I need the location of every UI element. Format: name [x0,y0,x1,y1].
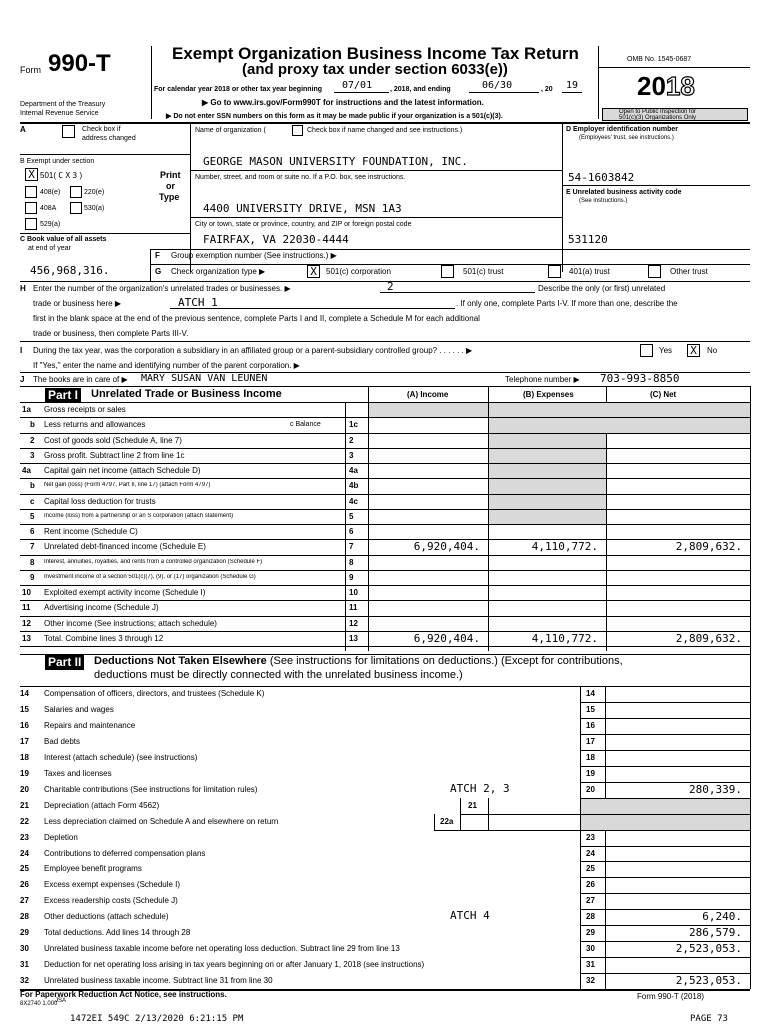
408a-checkbox[interactable] [25,202,37,214]
line-text: Contributions to deferred compensation plans [44,848,206,858]
line-ref: 17 [586,736,595,746]
line-ref: 25 [586,864,595,874]
line-text: Deduction for net operating loss arising in tax years beginning on or after January 1, 2018 (see instructions) [44,960,425,970]
open-inspection-2: 501(c)(3) Organizations Only [619,115,697,121]
line-number: 28 [20,912,29,922]
line-text: Gross receipts or sales [44,406,126,414]
line-text: Employee benefit programs [44,864,142,874]
org-name: GEORGE MASON UNIVERSITY FOUNDATION, INC. [203,155,468,168]
line-text: Bad debts [44,736,81,746]
line-text: Less returns and allowances [44,421,146,430]
line-amount: 280,339. [689,782,742,796]
line-text: Excess readership costs (Schedule J) [44,896,178,906]
line-ref: 20 [586,784,595,794]
529a-checkbox[interactable] [25,218,37,230]
line-ref: 4c [349,496,358,506]
line-ref: 13 [349,633,358,643]
city-state-zip: FAIRFAX, VA 22030-4444 [203,233,349,246]
books-name: MARY SUSAN VAN LEUNEN [141,373,268,384]
line-text: Excess exempt expenses (Schedule I) [44,880,181,890]
page-number: PAGE 73 [690,1014,728,1024]
line-number: 7 [30,542,35,552]
line-text: Repairs and maintenance [44,720,136,730]
irs: Internal Revenue Service [20,110,99,117]
line-text: Taxes and licenses [44,768,112,778]
line-number: 31 [20,960,29,970]
org-name-label: Name of organization ( [195,127,266,134]
line-ref: 9 [349,572,354,582]
line-text: Interest, annuities, royalties, and rents from a controlled organization (Schedule F) [44,558,263,565]
line-ref: 16 [586,720,595,730]
line-ref: 28 [586,912,595,922]
line-ref: 11 [349,603,358,613]
line-number: 10 [22,588,31,597]
line-ref: 29 [586,928,595,938]
check-org-type: Check organization type ▶ [171,267,266,276]
form-number: 990-T [48,50,111,77]
line-text: Less depreciation claimed on Schedule A and elsewhere on return [44,816,279,826]
line-text: Depletion [44,832,78,842]
col-b-header: (B) Expenses [523,390,574,399]
part1-title: Unrelated Trade or Business Income [91,388,282,400]
books-care-of: The books are in care of ▶ [33,375,128,384]
col-a-header: (A) Income [407,390,449,399]
line-number: 3 [30,450,35,460]
phone-label: Telephone number ▶ [505,375,580,384]
line-a-value: 6,920,404. [413,631,480,645]
line-ref: 15 [586,704,595,714]
form-word: Form [20,65,41,75]
col-c-header: (C) Net [650,390,677,399]
inner-ref: 22a [440,816,454,826]
line-ref: 12 [349,618,358,628]
attachment-ref: ATCH 2, 3 [450,781,510,795]
line-text: Capital gain net income (attach Schedule D) [44,467,201,475]
line-number: 23 [20,832,29,842]
h-text: Enter the number of the organization's unrelated trades or businesses. ▶ [33,284,291,293]
end-year[interactable]: 19 [566,80,579,91]
line-ref: 31 [586,960,595,970]
line-amount: 2,523,053. [675,974,742,988]
dept-treasury: Department of the Treasury [20,101,106,108]
line-ref: 24 [586,848,595,858]
line-ref: 1c [349,420,358,430]
line-text: Depreciation (attach Form 4562) [44,800,160,810]
part2-title-2: deductions must be directly connected with the unrelated business income.) [94,669,463,681]
line-text: Total deductions. Add lines 14 through 28 [44,928,191,938]
part2-title: Deductions Not Taken Elsewhere (See instructions for limitations on deductions.) (Except for contributions, [94,655,623,667]
h-text2: trade or business here ▶ [33,299,121,308]
line-ref: 27 [586,896,595,906]
220e-checkbox[interactable] [70,186,82,198]
calendar-year-label: For calendar year 2018 or other tax year beginning [154,86,323,93]
line-ref: 26 [586,880,595,890]
line-ref: 2 [349,435,354,445]
line-text: Other income (See instructions; attach schedule) [44,619,217,628]
line-text: Advertising income (Schedule J) [44,604,159,613]
line-amount: 6,240. [702,910,742,924]
line-text: Salaries and wages [44,704,114,714]
inner-ref: 21 [468,800,477,810]
line-ref: 3 [349,450,354,460]
goto-instructions: ▶ Go to www.irs.gov/Form990T for instructions and the latest information. [202,98,484,107]
line-text: Rent income (Schedule C) [44,528,138,536]
line-number: 22 [20,816,29,826]
line-ref: 32 [586,976,595,986]
num-businesses: 2 [387,280,394,293]
530a-checkbox[interactable] [70,202,82,214]
line-text: Unrelated debt-financed income (Schedule E) [44,543,206,552]
line-number: 20 [20,784,29,794]
line-c-value: 2,809,632. [675,631,742,645]
line-ref: 6 [349,527,354,536]
line-ref: 5 [349,511,354,521]
501c-checkbox[interactable]: X [25,168,38,181]
line-number: 11 [22,603,31,613]
line-text: Income (loss) from a partnership or an S corporation (attach statement) [44,512,234,519]
part1-label: Part I [45,388,81,403]
line-number: 2 [30,435,35,445]
line-b-value: 4,110,772. [531,631,598,645]
line-number: 14 [20,689,29,698]
line-number: 8 [30,557,35,567]
line-ref: 4a [349,466,358,475]
line-ref: 19 [586,768,595,778]
line-number: 21 [20,800,29,810]
street-address: 4400 UNIVERSITY DRIVE, MSN 1A3 [203,202,402,215]
line-number: 29 [20,928,29,938]
form-title: Exempt Organization Business Income Tax Return [172,44,579,63]
line-ref: 23 [586,832,595,842]
line-c-value: 2,809,632. [675,540,742,554]
omb-number: OMB No. 1545-0687 [627,56,692,63]
footer-code: 8X2740 1.000 [20,1001,58,1007]
line-ref: 10 [349,588,358,597]
paperwork-notice-text: For Paperwork Reduction Act Notice, see instructions. [20,990,227,999]
line-ref: 4b [349,481,359,491]
line-number: 24 [20,848,29,858]
no-checkbox[interactable]: X [687,344,700,357]
end-date[interactable]: 06/30 [482,80,513,91]
address-changed-checkbox[interactable] [62,125,75,138]
line-ref: 7 [349,542,354,552]
line-ref: 18 [586,752,595,762]
line-number: 18 [20,752,29,762]
line-text: Compensation of officers, directors, and trustees (Schedule K) [44,689,265,698]
open-inspection-1: Open to Public Inspection for [619,109,697,115]
jsa: JSA [55,998,67,1004]
401a-trust-checkbox[interactable] [548,265,561,278]
other-trust-checkbox[interactable] [648,265,661,278]
ssn-warning: ▶ Do not enter SSN numbers on this form as it may be made public if your organization is a 501(c)(3). [166,113,503,120]
line-a-value: 6,920,404. [413,540,480,554]
line-text: Unrelated business taxable income before net operating loss deduction. Subtract line 29 from line 13 [44,944,400,954]
line-text: Charitable contributions (See instructions for limitation rules) [44,784,258,794]
line-number: 5 [30,511,35,521]
line-number: 1a [22,405,31,414]
line-text: Total. Combine lines 3 through 12 [44,634,164,643]
line-amount: 286,579. [689,926,742,940]
408e-checkbox[interactable] [25,186,37,198]
begin-date[interactable]: 07/01 [342,80,373,91]
line-number: 19 [20,768,29,778]
group-exemption: Group exemption number (See instructions.) ▶ [171,251,337,260]
form-footer-right: Form 990-T (2018) [637,992,704,1001]
form-990t-page: Form 990-T Department of the Treasury Internal Revenue Service Exempt Organization Business Income Tax Return (and proxy tax under section 6033(e)) For calendar year 2018 or other tax year beginning 07/01 , 2018, and ending 06/30 , 20 19 ▶ Go to www.irs.gov/Form990T for instructions and the latest information. ▶ Do not enter SSN numbers on this form as it may be made public if your organization is a 501(c)(3). OMB No. 1545-0687 2018 Open to Public Inspection for 501(c)(3) Organizations Only A Check box if address changed Name of organization ( Check box if name changed and see instructions.) GEORGE MASON UNIVERSITY FOUNDATION, INC. D Employer identification number (Employees' trust, see instructions.) 54-1603842 B Exempt under section X 501( C X 3 ) 408(e) 220(e) 408A 530(a) 529(a) Print or Type Number, street, and room or suite no. If a P.O. box, see instructions. 4400 UNIVERSITY DRIVE, MSN 1A3 E Unrelated business activity code (See instructions.) City or town, state or province, country, and ZIP or foreign postal code FAIRFAX, VA 22030-4444 531120 C Book value of all assets at end of year F Group exemption number (See instructions.) ▶ 456,968,316. G Check organization type ▶ X 501(c) corporation 501(c) trust 401(a) trust Other trust H Enter the number of the organization's unrelated trades or businesses. ▶ 2 Describe the only (or first) unrelated trade or business here ▶ ATCH 1 . If only one, complete Parts I-V. If more than one, describe the first in the blank space at the end of the previous sentence, complete Parts I and II, complete a Schedule M for each additional trade or business, then complete Parts III-V. I During the tax year, was the corporation a subsidiary in an affiliated group or a parent-subsidiary controlled group? . . . . . . ▶ Yes X No If "Yes," enter the name and identifying number of the parent corporation. ▶ J The books are in care of ▶ MARY SUSAN VAN LEUNEN Telephone number ▶ 703-993-8850 Part I Unrelated Trade or Business Income (A) Income (B) Expenses (C) Net Part II Deductions Not Taken Elsewhere (See instructions for limitations on deductions.) (Except for contributions, deductions must be directly connected with the unrelated business income.) For Paperwork Reduction Act Notice, see instructions. 8X2740 1.000 JSA Form 990-T (2018) 1472EI 549C 2/13/2020 6:21:15 PM PAGE 73 1a Gross receipts or sales b Less returns and allowances 1c 2 Cost of goods sold (Schedule A, line 7) 2 3 Gross profit. Subtract line 2 from line 1c 3 4a Capital gain net income (attach Schedule D) 4a b Net gain (loss) (Form 4797, Part II, line 17) (attach Form 4797) 4b c Capital loss deduction for trusts 4c 5 Income (loss) from a partnership or an S corporation (attach statement) 5 6 Rent income (Schedule C) 6 7 Unrelated debt-financed income (Schedule E) 7 6,920,404. 4,110,772. 2,809,632. 8 Interest, annuities, royalties, and rents from a controlled organization (Schedule F) 8 9 Investment income of a section 501(c)(7), (9), or (17) organization (Schedule G) 9 10 Exploited exempt activity income (Schedule I) 10 11 Advertising income (Schedule J) 11 12 Other income (See instructions; attach schedule) 12 13 Total. Combine lines 3 through 12 13 6,920,404. 4,110,772. 2,809,632. c Balance 14 Compensation of officers, directors, and trustees (Schedule K) 14 15 Salaries and wages 15 16 Repairs and maintenance 16 17 Bad debts 17 18 Interest (attach schedule) (see instructions) 18 19 Taxes and licenses 19 20 Charitable contributions (See instructions for limitation rules) 20 280,339. ATCH 2, 3 21 Depreciation (attach Form 4562) 21 22 Less depreciation claimed on Schedule A and elsewhere on return 22a 23 Depletion 23 24 Contributions to deferred compensation plans 24 25 Employee benefit programs 25 26 Excess exempt expenses (Schedule I) 26 27 Excess readership costs (Schedule J) 27 28 Other deductions (attach schedule) 28 6,240. ATCH 4 29 Total deductions. Add lines 14 through 28 29 286,579. 30 Unrelated business taxable income before net operating loss deduction. Subtract line 29 from line 13 30 2,523,053. 31 Deduction for net operating loss arising in tax years beginning on or after January 1, 2018 (see instructions) 31 32 Unrelated business taxable income. Subtract line 31 from line 30 32 2,523,053. [0,0,770,1024]
ein-value: 54-1603842 [568,171,635,184]
line-number: b [30,420,35,430]
line-ref: 14 [586,689,595,698]
book-value: 456,968,316. [30,264,110,277]
line-b-value: 4,110,772. [531,540,598,554]
line-number: b [30,481,35,491]
line-ref: 30 [586,944,595,954]
line-number: 32 [20,976,29,986]
line-text: Unrelated business taxable income. Subtract line 31 from line 30 [44,976,273,986]
footer-timestamp: 1472EI 549C 2/13/2020 6:21:15 PM [70,1014,244,1024]
line-number: 27 [20,896,29,906]
activity-code: 531120 [568,233,608,246]
line-number: 26 [20,880,29,890]
line-number: 12 [22,618,31,628]
tax-year: 2018 [637,71,695,101]
line-number: 17 [20,736,29,746]
business-description: ATCH 1 [178,296,218,309]
yes-checkbox[interactable] [640,344,653,357]
line-number: 9 [30,572,35,582]
attachment-ref: ATCH 4 [450,909,490,923]
i-text2: If "Yes," enter the name and identifying number of the parent corporation. ▶ [33,361,300,370]
line-number: c [30,496,35,506]
ending-label: , 2018, and ending [390,86,451,93]
line-text: Net gain (loss) (Form 4797, Part II, line 17) (attach Form 4797) [44,482,211,489]
line-amount: 2,523,053. [675,942,742,956]
line-number: 30 [20,944,29,954]
line-text: Capital loss deduction for trusts [44,497,156,506]
line-number: 25 [20,864,29,874]
line-number: 4a [22,466,31,475]
part2-label: Part II [45,655,84,670]
line-number: 16 [20,720,29,730]
line-text: Interest (attach schedule) (see instructions) [44,752,198,762]
i-question: During the tax year, was the corporation a subsidiary in an affiliated group or a parent-subsidiary controlled group? . . . . . . ▶ [33,346,473,355]
phone-number: 703-993-8850 [600,372,680,385]
501c-entry: 501( C X 3 ) [40,171,83,180]
corporation-checkbox[interactable]: X [307,265,320,278]
line-text: Gross profit. Subtract line 2 from line 1c [44,451,185,460]
501c-trust-checkbox[interactable] [441,265,454,278]
form-subtitle: (and proxy tax under section 6033(e)) [242,61,508,78]
line-text: Exploited exempt activity income (Schedule I) [44,589,206,597]
line-number: 15 [20,704,29,714]
line-number: 6 [30,527,35,536]
balance-label: c Balance [290,421,321,429]
name-changed-checkbox[interactable] [292,125,303,136]
comma-20: , 20 [541,86,553,93]
line-number: 13 [22,633,31,643]
line-text: Other deductions (attach schedule) [44,912,169,922]
line-text: Investment income of a section 501(c)(7), (9), or (17) organization (Schedule G) [44,573,256,580]
line-text: Cost of goods sold (Schedule A, line 7) [44,436,182,445]
line-ref: 8 [349,557,354,567]
